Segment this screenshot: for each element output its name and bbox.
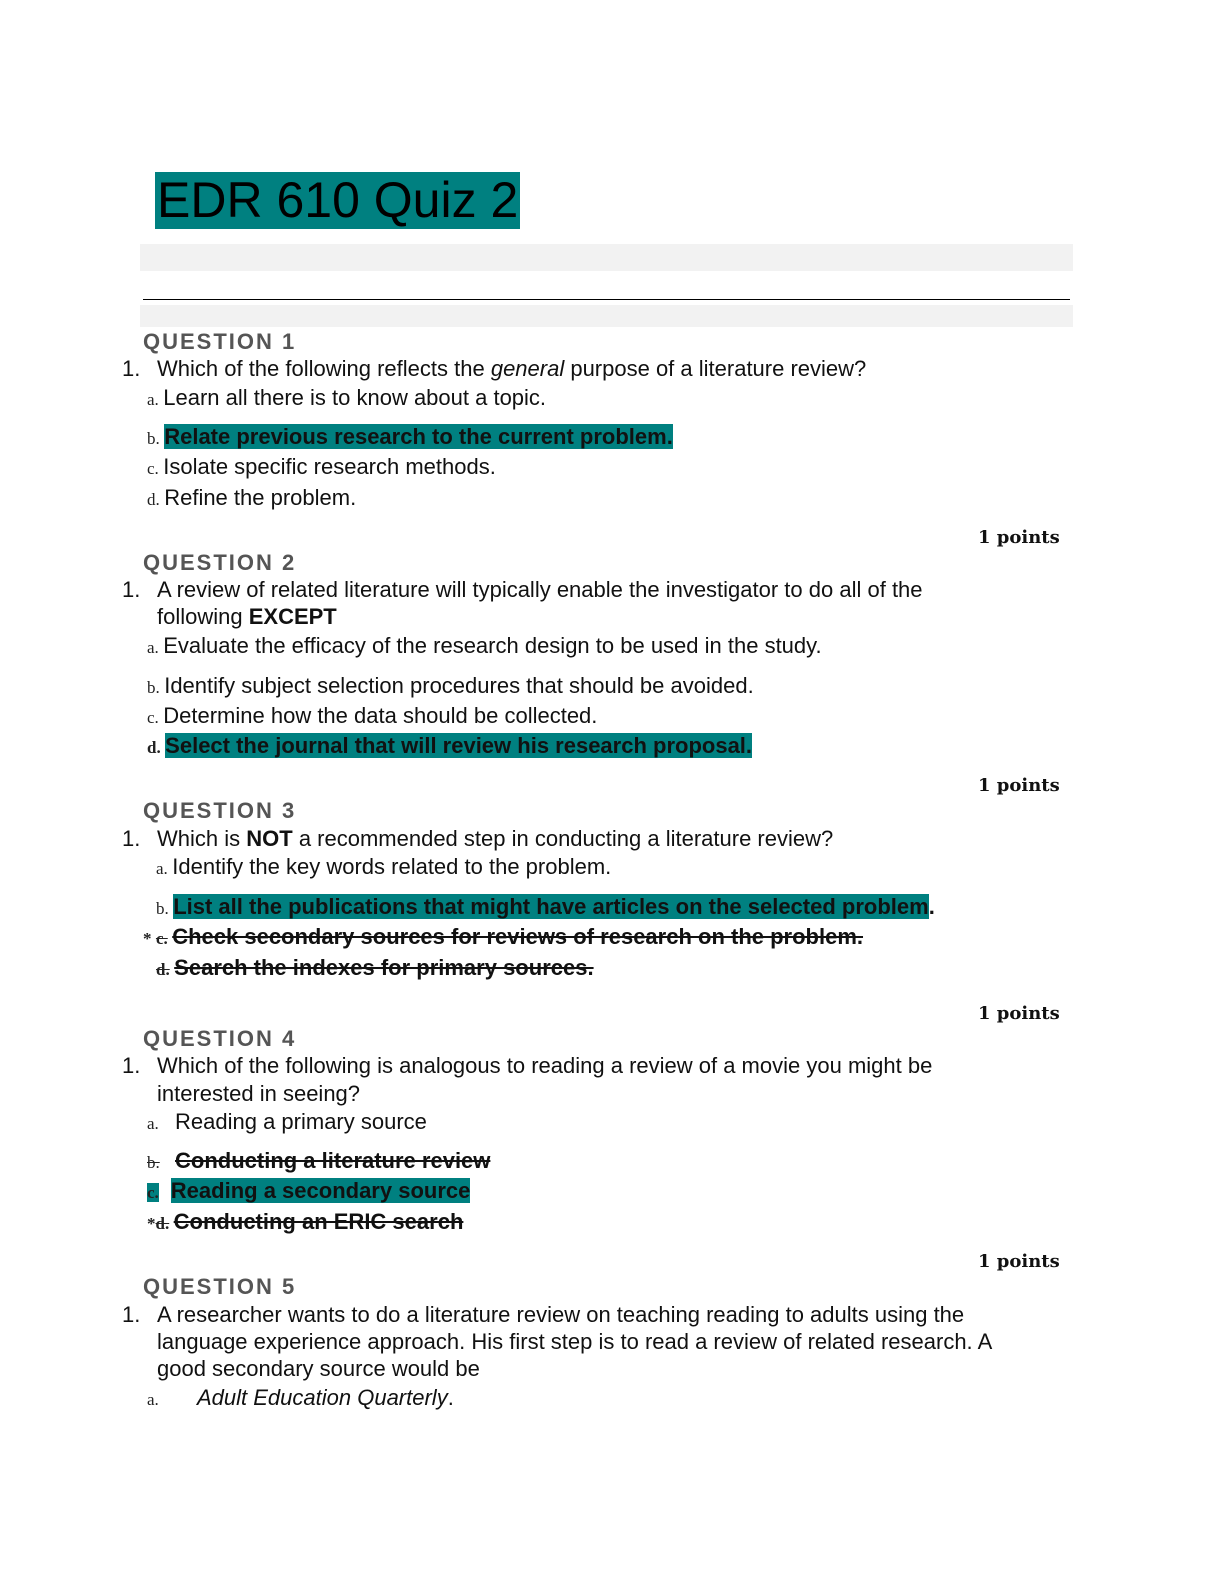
question-3-number: 1. [122, 826, 141, 851]
question-4-option-d[interactable] [147, 1208, 463, 1237]
question-5-text-line3: good secondary source would be [157, 1356, 480, 1381]
question-2-option-a[interactable] [147, 632, 822, 661]
option-text: Reading a primary source [175, 1109, 427, 1134]
question-4-number: 1. [122, 1053, 141, 1078]
option-text: Identify subject selection procedures that should be avoided. [164, 673, 754, 698]
option-text: Learn all there is to know about a topic. [163, 385, 547, 410]
question-4-text-line2: interested in seeing? [157, 1081, 361, 1106]
question-3-option-a[interactable] [156, 853, 611, 882]
option-text-selected: Reading a secondary source [170, 1178, 471, 1203]
question-3-option-c[interactable] [143, 923, 863, 952]
question-4-text-line1: Which of the following is analogous to reading a review of a movie you might be [157, 1053, 933, 1078]
question-4-option-c[interactable] [147, 1177, 470, 1206]
question-2-text-line1: A review of related literature will typically enable the investigator to do all of the [157, 577, 923, 602]
option-text-selected: Relate previous research to the current problem. [164, 424, 673, 449]
answer-marker: * [147, 1214, 156, 1233]
question-2-number: 1. [122, 577, 141, 602]
option-text-struck: Search the indexes for primary sources. [174, 955, 594, 980]
question-2-points: 1 points [978, 775, 1060, 796]
question-5-number: 1. [122, 1302, 141, 1327]
option-text: Evaluate the efficacy of the research design to be used in the study. [163, 633, 822, 658]
option-text-struck: Check secondary sources for reviews of research on the problem. [172, 924, 864, 949]
question-4-option-b[interactable] [147, 1147, 490, 1176]
question-5-text-line1: A researcher wants to do a literature review on teaching reading to adults using the [157, 1302, 965, 1327]
header-band-lower [140, 305, 1073, 327]
question-1-option-b[interactable] [147, 423, 673, 452]
option-text-struck: Conducting a literature review [175, 1148, 491, 1173]
option-letter: a. [147, 638, 159, 657]
question-2-heading: QUESTION 2 [143, 550, 297, 575]
question-1-points: 1 points [978, 527, 1060, 548]
option-letter: b. [147, 1153, 160, 1172]
question-3-option-d[interactable] [156, 954, 594, 983]
option-text: Isolate specific research methods. [163, 454, 496, 479]
question-3-option-b[interactable] [156, 893, 935, 922]
question-3-points: 1 points [978, 1003, 1060, 1024]
question-2-text-line2: following EXCEPT [157, 604, 337, 629]
option-letter: c. [147, 708, 159, 727]
option-suffix: . [447, 1385, 454, 1410]
option-suffix: . [928, 894, 935, 919]
option-letter: a. [147, 390, 159, 409]
page-title: EDR 610 Quiz 2 [157, 172, 519, 228]
question-4-heading: QUESTION 4 [143, 1026, 297, 1051]
option-letter: b. [156, 899, 169, 918]
header-band [140, 244, 1073, 271]
answer-marker: * [143, 929, 152, 948]
question-3-text: Which is NOT a recommended step in conducting a literature review? [157, 826, 834, 851]
question-1-text: Which of the following reflects the general purpose of a literature review? [157, 356, 867, 381]
option-letter: d. [147, 738, 161, 757]
option-text-struck: Conducting an ERIC search [173, 1209, 464, 1234]
option-letter: b. [147, 429, 160, 448]
option-text: Adult Education Quarterly [197, 1385, 448, 1410]
option-letter: d. [155, 1214, 170, 1233]
option-letter: d. [147, 490, 160, 509]
option-letter: b. [147, 678, 160, 697]
divider [143, 299, 1070, 300]
option-letter: a. [147, 1114, 159, 1133]
question-1-option-c[interactable] [147, 453, 496, 482]
question-1-number: 1. [122, 356, 141, 381]
option-text: Refine the problem. [164, 485, 357, 510]
question-4-option-a[interactable] [147, 1108, 427, 1137]
question-5-text-line2: language experience approach. His first step is to read a review of related research. A [157, 1329, 993, 1354]
question-1-option-d[interactable] [147, 484, 356, 513]
option-text-selected: List all the publications that might have articles on the selected problem [173, 894, 929, 919]
question-1-option-a[interactable] [147, 384, 546, 413]
option-text: Determine how the data should be collected. [163, 703, 598, 728]
option-letter: d. [156, 960, 170, 979]
question-2-option-b[interactable] [147, 672, 754, 701]
question-3-heading: QUESTION 3 [143, 798, 297, 823]
question-2-option-c[interactable] [147, 702, 597, 731]
option-letter: a. [156, 859, 168, 878]
option-letter: c. [147, 459, 159, 478]
option-text: Identify the key words related to the problem. [172, 854, 612, 879]
option-text-selected: Select the journal that will review his research proposal. [165, 733, 753, 758]
question-2-option-d[interactable] [147, 732, 752, 761]
question-5-heading: QUESTION 5 [143, 1274, 297, 1299]
question-1-heading: QUESTION 1 [143, 329, 297, 354]
option-letter: c. [147, 1183, 159, 1202]
question-5-option-a[interactable] [147, 1384, 454, 1413]
option-letter: c. [155, 929, 168, 948]
option-letter: a. [147, 1390, 159, 1409]
question-4-points: 1 points [978, 1251, 1060, 1272]
